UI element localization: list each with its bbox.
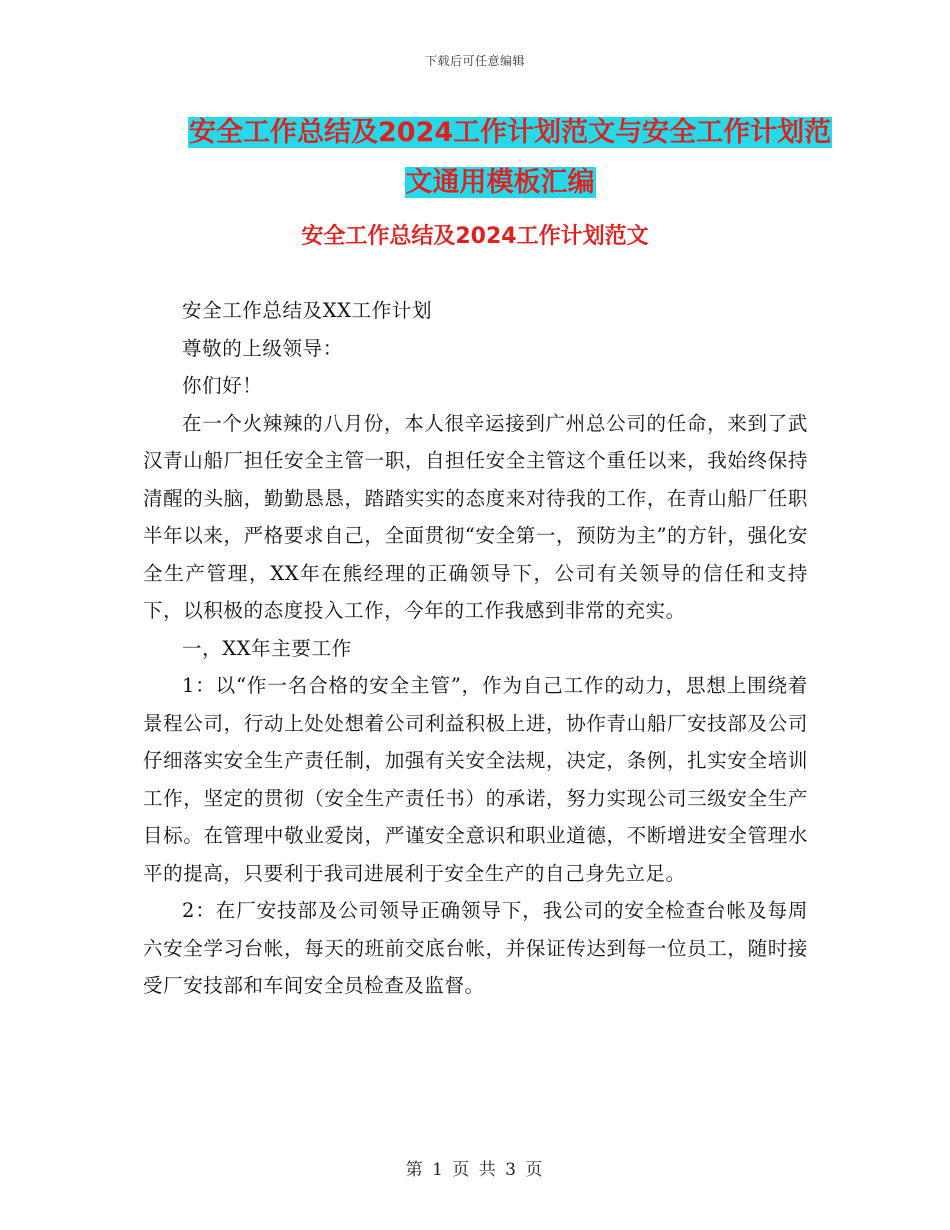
paragraph-heading-main-work: 一，XX年主要工作 [182,636,352,660]
paragraph-work-item-1: 1：以“作一名合格的安全主管”，作为自己工作的动力，思想上围绕着景程公司，行动上处处想着公司利益积极上进，协作青山船厂安技部及公司仔细落实安全生产责任制，加强有关安全法规，决定，条例，扎实安全培训工作，坚定的贯彻（安全生产责任书）的承诺，努力实现公司三级安全生产目标。在管理中敬业爱岗，严谨安全意识和职业道德，不断增进安全管理水平的提高，只要利于我司进展利于安全生产的自己身先立足。 [143,674,808,885]
paragraph-salutation: 尊敬的上级领导： [182,336,343,360]
document-title-line-1 [188,108,832,158]
paragraph-greeting: 你们好！ [182,374,263,397]
document-body [143,292,808,1005]
paragraph-subtitle: 安全工作总结及XX工作计划 [182,299,433,322]
document-title [188,108,832,208]
document-title-highlight-1: 安全工作总结及2024工作计划范文与安全工作计划范 [189,117,832,148]
paragraph-work-item-2: 2：在厂安技部及公司领导正确领导下，我公司的安全检查台帐及每周六安全学习台帐，每天的班前交底台帐，并保证传达到每一位员工，随时接受厂安技部和车间安全员检查及监督。 [143,899,808,997]
page-number-footer: 第 1 页 共 3 页 [405,1160,545,1180]
header-note: 下载后可任意编辑 [424,54,525,68]
document-title-line-2 [188,158,812,208]
section-title: 安全工作总结及2024工作计划范文 [301,224,649,249]
document-title-highlight-2: 文通用模板汇编 [405,167,595,198]
paragraph-introduction: 在一个火辣辣的八月份，本人很辛运接到广州总公司的任命，来到了武汉青山船厂担任安全主管一职，自担任安全主管这个重任以来，我始终保持清醒的头脑，勤勤恳恳，踏踏实实的态度来对待我的工作，在青山船厂任职半年以来，严格要求自己，全面贯彻“安全第一，预防为主”的方针，强化安全生产管理，XX年在熊经理的正确领导下，公司有关领导的信任和支持下，以积极的态度投入工作，今年的工作我感到非常的充实。 [143,411,808,622]
